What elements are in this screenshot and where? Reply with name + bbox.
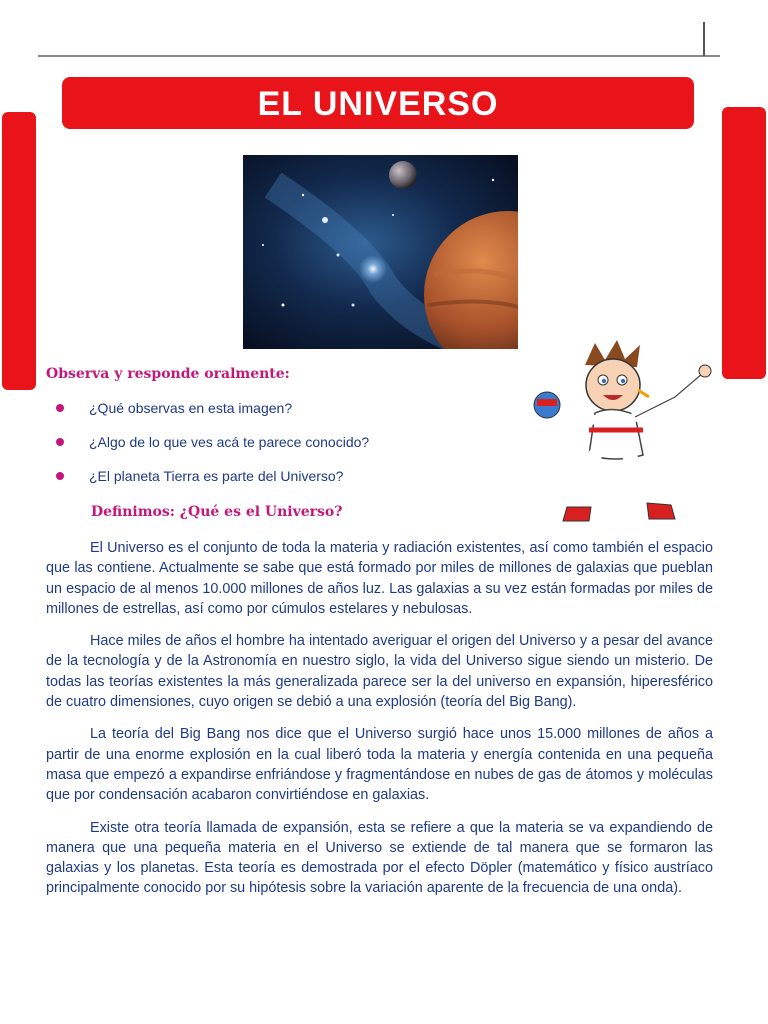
body-text (46, 538, 713, 911)
question-list (56, 398, 369, 500)
right-red-bar (722, 107, 766, 379)
bullet-icon (56, 472, 64, 480)
question-item (56, 432, 369, 466)
question-text: ¿Algo de lo que ves acá te parece conocido? (89, 434, 370, 450)
space-planets-image (243, 155, 518, 349)
astronaut-boy-illustration (525, 335, 715, 525)
definition-heading: Definimos: ¿Qué es el Universo? (91, 504, 343, 520)
question-text: ¿El planeta Tierra es parte del Universo? (89, 468, 344, 484)
question-item (56, 466, 369, 500)
top-rule (38, 55, 720, 57)
paragraph-3: La teoría del Big Bang nos dice que el Universo surgió hace unos 15.000 millones de años a partir de una enorme explosión en la cual liberó toda la materia y energía contenida en una pequeña masa que empezó a expandirse enfriándose y fragmentándose en nubes de gas de átomos y moléculas que por condensación acabaron convirtiéndose en galaxias. (46, 726, 713, 804)
question-item (56, 398, 369, 432)
page-title: EL UNIVERSO (62, 77, 694, 129)
left-red-bar (2, 112, 36, 390)
paragraph-4: Existe otra teoría llamada de expansión, esta se refiere a que la materia se va expandiendo de manera que una pequeña materia en el Universo se extiende de tal manera que se formaron las galaxias y los planetas. Esta teoría es demostrada por el efecto Döpler (matemático y físico austríaco principalmente conocido por su hipótesis sobre la variación aparente de la frecuencia de una onda). (46, 819, 713, 897)
paragraph-1: El Universo es el conjunto de toda la materia y radiación existentes, así como también el espacio que las contiene. Actualmente se sabe que está formado por miles de millones de galaxias que pueblan un espacio de al menos 10.000 millones de años luz. Las galaxias a su vez están formadas por miles de millones de estrellas, así como por cúmulos estelares y nebulosas. (46, 540, 713, 617)
bullet-icon (56, 438, 64, 446)
instruction-heading: Observa y responde oralmente: (46, 366, 290, 382)
bullet-icon (56, 404, 64, 412)
top-tick (703, 22, 705, 56)
paragraph-2: Hace miles de años el hombre ha intentado averiguar el origen del Universo y a pesar del avance de la tecnología y de la Astronomía en nuestro siglo, la vida del Universo sigue siendo un misterio. De todas las teorías existentes la más generalizada parece ser la del universo en expansión, hiperesférico de cuatro dimensiones, cuyo origen se debió a una explosión (teoría del Big Bang). (46, 633, 713, 711)
question-text: ¿Qué observas en esta imagen? (89, 400, 293, 416)
